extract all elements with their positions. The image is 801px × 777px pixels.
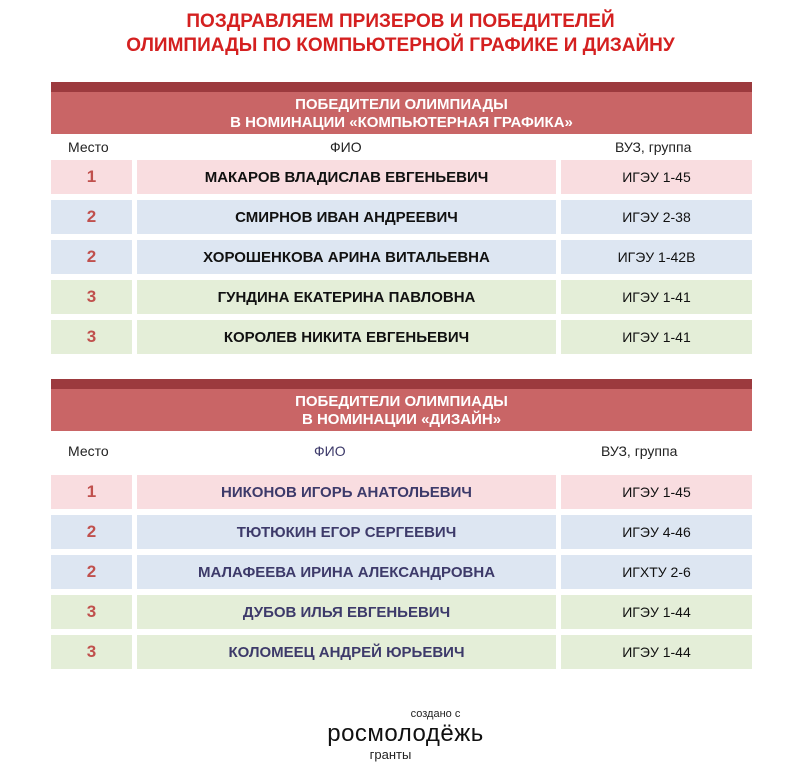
name-cell: ТЮТЮКИН ЕГОР СЕРГЕЕВИЧ xyxy=(137,515,556,549)
place-cell: 3 xyxy=(51,320,132,354)
section-top-bar xyxy=(51,82,752,92)
column-header-group: ВУЗ, группа xyxy=(615,139,692,155)
table-row xyxy=(51,200,752,234)
place-cell: 3 xyxy=(51,635,132,669)
place-cell: 2 xyxy=(51,240,132,274)
group-cell: ИГЭУ 1-45 xyxy=(561,160,752,194)
group-cell: ИГЭУ 4-46 xyxy=(561,515,752,549)
place-cell: 2 xyxy=(51,515,132,549)
footer-created-with: создано с xyxy=(410,708,461,720)
column-header-name: ФИО xyxy=(330,139,362,155)
place-cell: 1 xyxy=(51,475,132,509)
place-cell: 2 xyxy=(51,555,132,589)
name-cell: ГУНДИНА ЕКАТЕРИНА ПАВЛОВНА xyxy=(137,280,556,314)
section-header-line-1: ПОБЕДИТЕЛИ ОЛИМПИАДЫ xyxy=(295,96,508,113)
place-cell: 3 xyxy=(51,280,132,314)
page-title-line-1: ПОЗДРАВЛЯЕМ ПРИЗЕРОВ И ПОБЕДИТЕЛЕЙ xyxy=(186,11,615,32)
table-row xyxy=(51,515,752,549)
table-row xyxy=(51,280,752,314)
name-cell: ХОРОШЕНКОВА АРИНА ВИТАЛЬЕВНА xyxy=(137,240,556,274)
brand-logo-text: росмолодёжь xyxy=(327,720,484,747)
name-cell: МАЛАФЕЕВА ИРИНА АЛЕКСАНДРОВНА xyxy=(137,555,556,589)
group-cell: ИГЭУ 1-42В xyxy=(561,240,752,274)
column-header-name: ФИО xyxy=(314,443,346,459)
name-cell: МАКАРОВ ВЛАДИСЛАВ ЕВГЕНЬЕВИЧ xyxy=(137,160,556,194)
footer-grants: гранты xyxy=(369,747,412,762)
group-cell: ИГЭУ 1-45 xyxy=(561,475,752,509)
table-row xyxy=(51,555,752,589)
name-cell: НИКОНОВ ИГОРЬ АНАТОЛЬЕВИЧ xyxy=(137,475,556,509)
column-header-group: ВУЗ, группа xyxy=(601,443,678,459)
name-cell: ДУБОВ ИЛЬЯ ЕВГЕНЬЕВИЧ xyxy=(137,595,556,629)
page-title xyxy=(0,10,801,58)
section-header-line-2: В НОМИНАЦИИ «ДИЗАЙН» xyxy=(301,411,502,428)
name-cell: КОЛОМЕЕЦ АНДРЕЙ ЮРЬЕВИЧ xyxy=(137,635,556,669)
column-headers xyxy=(51,134,752,160)
table-row xyxy=(51,160,752,194)
table-row xyxy=(51,240,752,274)
name-cell: СМИРНОВ ИВАН АНДРЕЕВИЧ xyxy=(137,200,556,234)
table-row xyxy=(51,635,752,669)
group-cell: ИГЭУ 1-44 xyxy=(561,595,752,629)
footer-logo xyxy=(0,708,801,762)
section-header xyxy=(51,389,752,431)
section-top-bar xyxy=(51,379,752,389)
column-headers xyxy=(51,431,752,475)
section-header-line-1: ПОБЕДИТЕЛИ ОЛИМПИАДЫ xyxy=(295,393,508,410)
table-row xyxy=(51,475,752,509)
group-cell: ИГХТУ 2-6 xyxy=(561,555,752,589)
place-cell: 3 xyxy=(51,595,132,629)
page-title-line-2: ОЛИМПИАДЫ ПО КОМПЬЮТЕРНОЙ ГРАФИКЕ И ДИЗАЙНУ xyxy=(126,35,675,56)
nomination-section-graphics xyxy=(51,82,752,360)
group-cell: ИГЭУ 1-41 xyxy=(561,280,752,314)
nomination-section-design xyxy=(51,379,752,675)
table-row xyxy=(51,595,752,629)
group-cell: ИГЭУ 2-38 xyxy=(561,200,752,234)
column-header-place: Место xyxy=(68,139,109,155)
section-header-line-2: В НОМИНАЦИИ «КОМПЬЮТЕРНАЯ ГРАФИКА» xyxy=(230,114,573,131)
place-cell: 1 xyxy=(51,160,132,194)
column-header-place: Место xyxy=(68,443,109,459)
group-cell: ИГЭУ 1-41 xyxy=(561,320,752,354)
place-cell: 2 xyxy=(51,200,132,234)
name-cell: КОРОЛЕВ НИКИТА ЕВГЕНЬЕВИЧ xyxy=(137,320,556,354)
section-header xyxy=(51,92,752,134)
table-row xyxy=(51,320,752,354)
group-cell: ИГЭУ 1-44 xyxy=(561,635,752,669)
